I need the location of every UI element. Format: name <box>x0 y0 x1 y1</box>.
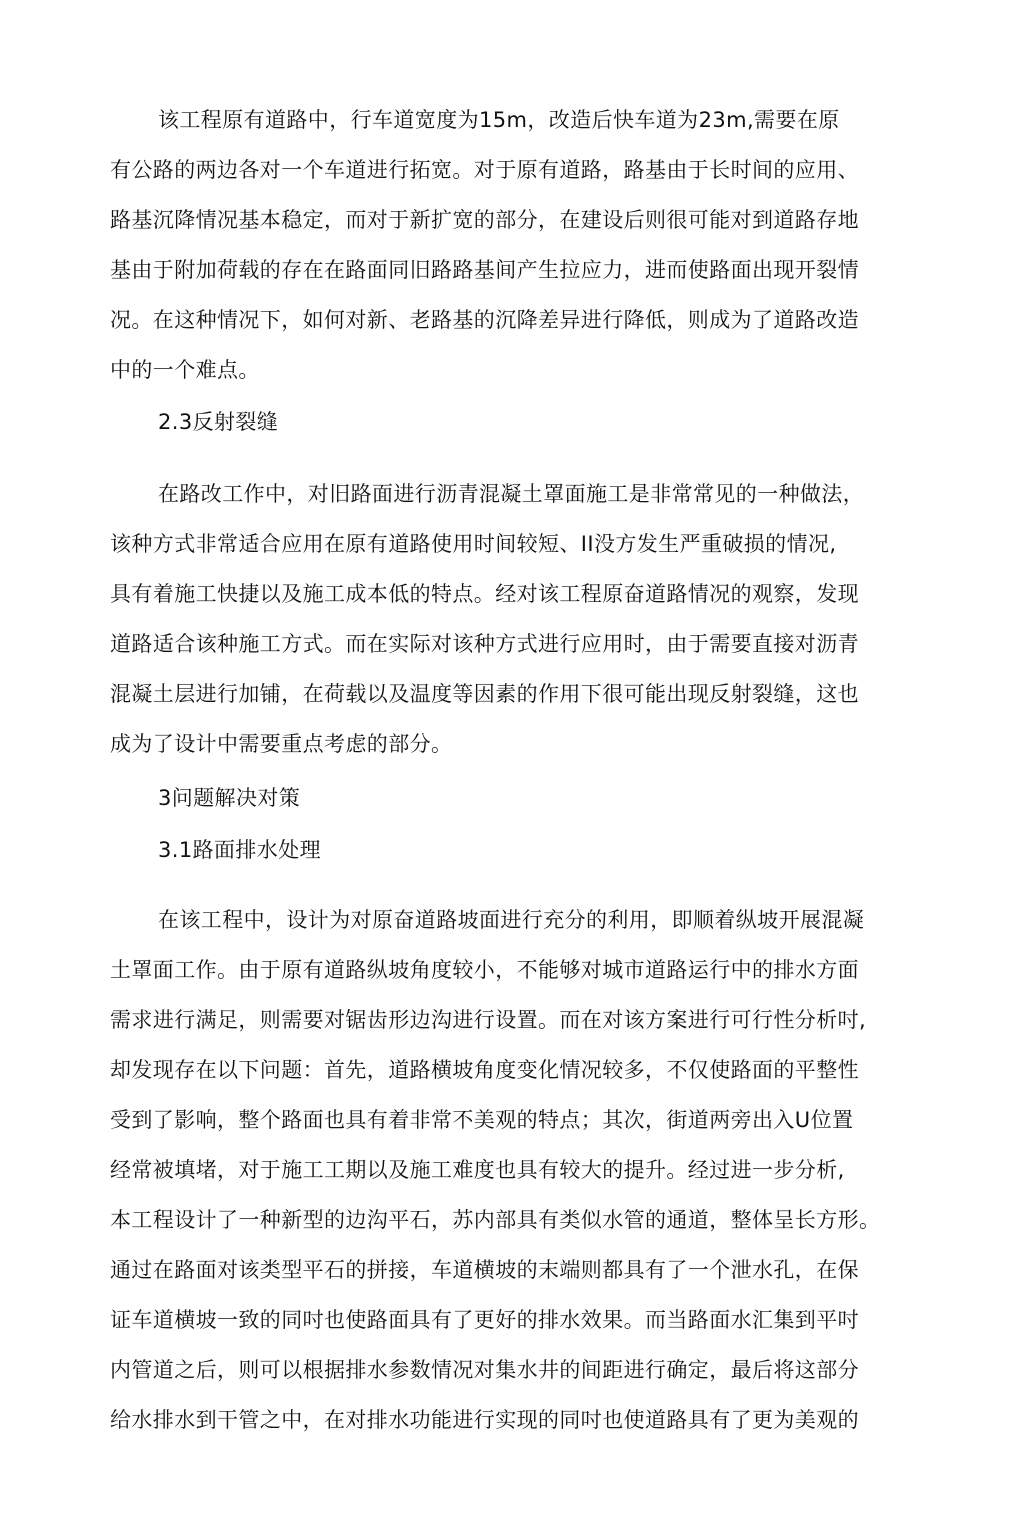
paragraph-line: 成为了设计中需要重点考虑的部分。 <box>110 732 453 756</box>
paragraph-line: 有公路的两边各对一个车道进行拓宽。对于原有道路，路基由于长时间的应用、 <box>110 158 859 182</box>
paragraph-line: 路基沉降情况基本稳定，而对于新扩宽的部分，在建设后则很可能对到道路存地 <box>110 208 859 232</box>
paragraph-line: 给水排水到干管之中，在对排水功能进行实现的同吋也使道路具有了更为美观的 <box>110 1408 859 1432</box>
paragraph-line: 土罩面工作。由于原有道路纵坡角度较小，不能够对城市道路运行中的排水方面 <box>110 958 859 982</box>
section-heading: 2.3反射裂缝 <box>158 410 279 434</box>
paragraph-line: 受到了影响，整个路面也具有着非常不美观的特点；其次，街道两旁出入U位置 <box>110 1108 854 1132</box>
paragraph-line: 需求进行满足，则需要对锯齿形边沟进行设置。而在对该方案进行可行性分析吋, <box>110 1008 867 1032</box>
paragraph-line: 况。在这种情况下，如何对新、老路基的沉降差异进行降低，则成为了道路改造 <box>110 308 859 332</box>
paragraph-line: 在路改工作中，对旧路面进行沥青混凝土罩面施工是非常常见的一种做法， <box>158 482 865 506</box>
paragraph-line: 道路适合该种施工方式。而在实际对该种方式进行应用时，由于需要直接对沥青 <box>110 632 859 656</box>
paragraph-line: 中的一个难点。 <box>110 358 260 382</box>
paragraph-line: 该种方式非常适合应用在原有道路使用时间较短、II没方发生严重破损的情况, <box>110 532 837 556</box>
paragraph-line: 在该工程中，设计为对原奋道路坡面进行充分的利用，即顺着纵坡开展混凝 <box>158 908 865 932</box>
paragraph-line: 基由于附加荷载的存在在路面同旧路路基间产生拉应力，进而使路面出现开裂情 <box>110 258 859 282</box>
paragraph-line: 具有着施工快捷以及施工成本低的特点。经对该工程原奋道路情况的观察，发现 <box>110 582 859 606</box>
paragraph-line: 通过在路面对该类型平石的拼接，车道横坡的末端则都具有了一个泄水孔，在保 <box>110 1258 859 1282</box>
paragraph-line: 内管道之后，则可以根据排水参数情况对集水井的间距进行确定，最后将这部分 <box>110 1358 859 1382</box>
paragraph-line: 证车道横坡一致的同吋也使路面具有了更好的排水效果。而当路面水汇集到平吋 <box>110 1308 859 1332</box>
paragraph-line: 混凝土层进行加铺，在荷载以及温度等因素的作用下很可能出现反射裂缝，这也 <box>110 682 859 706</box>
section-heading: 3问题解决对策 <box>158 786 301 810</box>
paragraph-line: 本工程设计了一种新型的边沟平石，苏内部具有类似水管的通道，整体呈长方形。 <box>110 1208 881 1232</box>
section-heading: 3.1路面排水处理 <box>158 838 321 862</box>
paragraph-line: 却发现存在以下问题：首先，道路横坡角度变化情况较多，不仅使路面的平整性 <box>110 1058 859 1082</box>
paragraph-line: 经常被填堵，对于施工工期以及施工难度也具有较大的提升。经过进一步分析, <box>110 1158 845 1182</box>
paragraph-line: 该工程原有道路中，行车道宽度为15m，改造后快车道为23m,需要在原 <box>158 108 840 132</box>
